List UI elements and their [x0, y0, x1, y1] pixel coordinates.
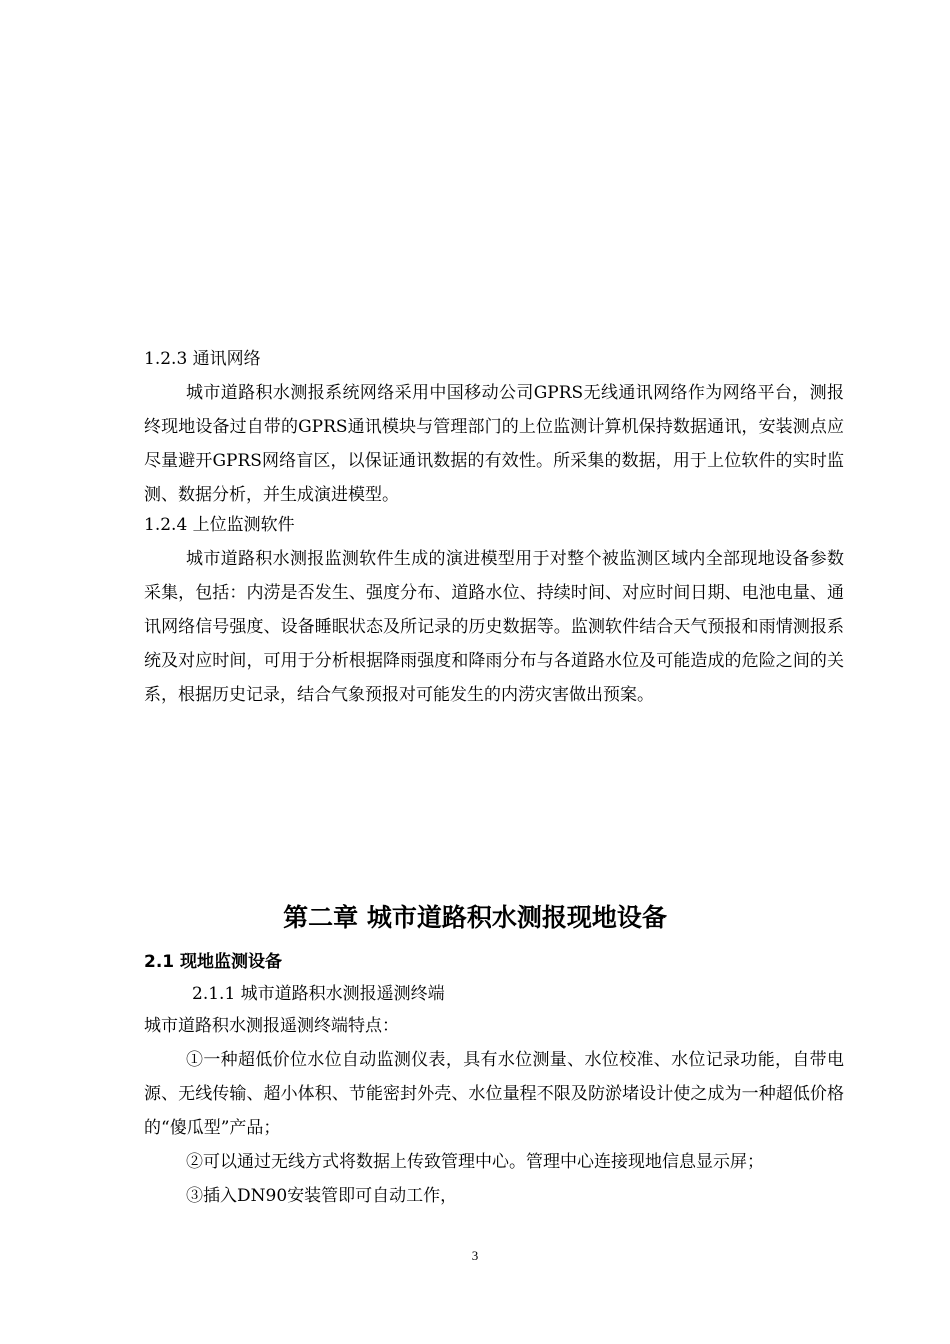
- subsection-heading: 2.1.1 城市道路积水测报遥测终端: [192, 984, 445, 1004]
- section-heading: 1.2.4 上位监测软件: [144, 515, 295, 535]
- chapter-title: 第二章 城市道路积水测报现地设备: [283, 903, 667, 932]
- section-1-2-4: [144, 508, 844, 712]
- page-number: 3: [471, 1248, 479, 1263]
- feature-item-2: ②可以通过无线方式将数据上传致管理中心。管理中心连接现地信息显示屏；: [186, 1152, 764, 1172]
- section-body: 城市道路积水测报系统网络采用中国移动公司GPRS无线通讯网络作为网络平台，测报终现地设备过自带的GPRS通讯模块与管理部门的上位监测计算机保持数据通讯，安装测点应尽量避开GPRS网络盲区，以保证通讯数据的有效性。所采集的数据，用于上位软件的实时监测、数据分析，并生成演进模型。: [144, 383, 844, 505]
- section-heading: 1.2.3 通讯网络: [144, 349, 261, 369]
- feature-item-3: ③插入DN90安装管即可自动工作，: [186, 1186, 458, 1206]
- section-1-2-3: [144, 342, 844, 512]
- feature-item-1: ①一种超低价位水位自动监测仪表，具有水位测量、水位校准、水位记录功能，自带电源、无线传输、超小体积、节能密封外壳、水位量程不限及防淤堵设计使之成为一种超低价格的“傻瓜型”产品；: [144, 1050, 844, 1138]
- section-heading: 2.1 现地监测设备: [144, 952, 283, 972]
- intro-text: 城市道路积水测报遥测终端特点：: [144, 1016, 399, 1036]
- section-2-1: [144, 945, 844, 1213]
- section-body: 城市道路积水测报监测软件生成的演进模型用于对整个被监测区域内全部现地设备参数采集，包括：内涝是否发生、强度分布、道路水位、持续时间、对应时间日期、电池电量、通讯网络信号强度、设备睡眠状态及所记录的历史数据等。监测软件结合天气预报和雨情测报系统及对应时间，可用于分析根据降雨强度和降雨分布与各道路水位及可能造成的危险之间的关系，根据历史记录，结合气象预报对可能发生的内涝灾害做出预案。: [144, 549, 844, 705]
